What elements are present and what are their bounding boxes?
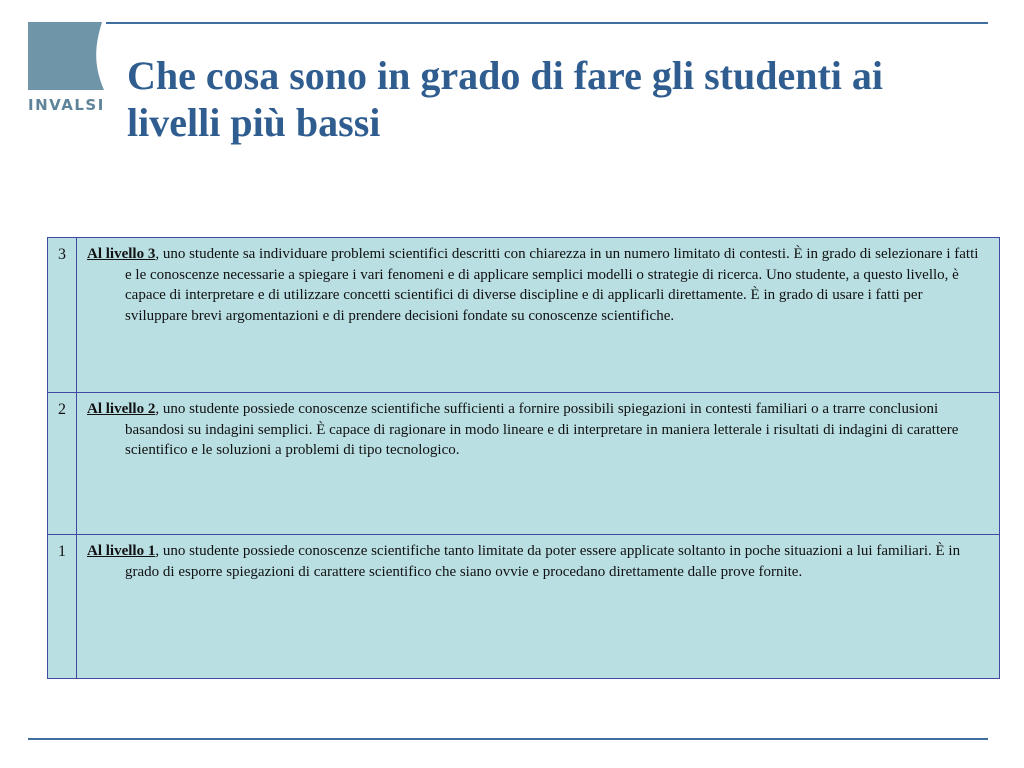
level-number: 2 bbox=[48, 393, 77, 535]
level-text: , uno studente possiede conoscenze scientifiche sufficienti a fornire possibili spiegazioni in contesti familiari o a trarre conclusioni basandosi su indagini semplici. È capace di ragionare in modo lineare e di interpretare in maniera letterale i risultati di indagini di carattere scientifico e le soluzioni a problemi di tipo tecnologico. bbox=[125, 401, 959, 458]
level-description bbox=[77, 238, 1000, 393]
level-lead: Al livello 1 bbox=[87, 543, 156, 559]
level-lead: Al livello 3 bbox=[87, 246, 156, 262]
level-row-3 bbox=[48, 238, 1000, 393]
level-lead: Al livello 2 bbox=[87, 401, 156, 417]
level-number: 3 bbox=[48, 238, 77, 393]
invalsi-logo bbox=[26, 20, 106, 118]
invalsi-logo-text: INVALSI bbox=[28, 96, 105, 114]
level-text: , uno studente possiede conoscenze scientifiche tanto limitate da poter essere applicate soltanto in poche situazioni a lui familiari. È in grado di esporre spiegazioni di carattere scientifico che siano ovvie e procedano direttamente dalle prove fornite. bbox=[125, 543, 961, 580]
bottom-rule bbox=[28, 738, 988, 740]
level-number: 1 bbox=[48, 535, 77, 679]
levels-table bbox=[47, 237, 1000, 679]
level-text: , uno studente sa individuare problemi scientifici descritti con chiarezza in un numero limitato di contesti. È in grado di selezionare i fatti e le conoscenze necessarie a spiegare i vari fenomeni e di applicare semplici modelli o strategie di ricerca. Uno studente, a questo livello, è capace di interpretare e di utilizzare concetti scientifici di diverse discipline e di applicarli direttamente. È in grado di usare i fatti per sviluppare brevi argomentazioni e di prendere decisioni fondate su conoscenze scientifiche. bbox=[125, 246, 979, 324]
level-description bbox=[77, 535, 1000, 679]
level-row-1 bbox=[48, 535, 1000, 679]
invalsi-logo-mark bbox=[26, 20, 106, 92]
top-rule bbox=[106, 22, 988, 24]
level-description bbox=[77, 393, 1000, 535]
level-row-2 bbox=[48, 393, 1000, 535]
slide-title: Che cosa sono in grado di fare gli studenti ai livelli più bassi bbox=[127, 53, 883, 145]
